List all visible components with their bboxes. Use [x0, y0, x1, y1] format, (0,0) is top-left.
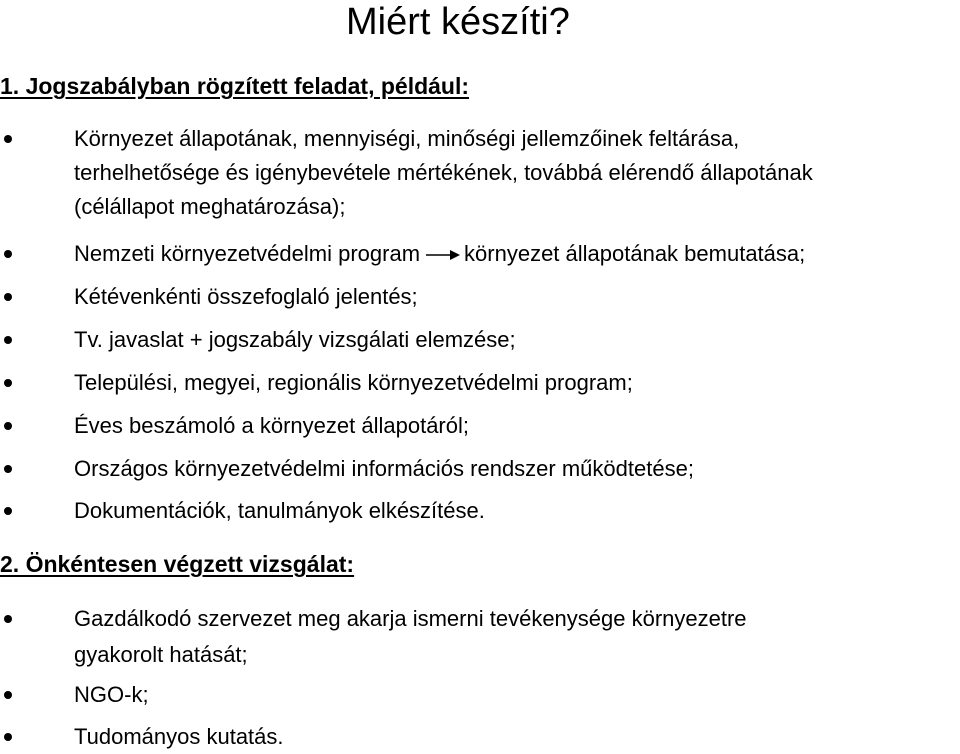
- list-item-text: Környezet állapotának, mennyiségi, minőségi jellemzőinek feltárása,: [74, 126, 740, 151]
- list-item-text: Éves beszámoló a környezet állapotáról;: [74, 413, 469, 438]
- list-item-text-after: környezet állapotának bemutatása;: [464, 241, 806, 266]
- list-item-text: Országos környezetvédelmi információs rendszer működtetése;: [74, 456, 694, 481]
- slide-title: Miért készíti?: [346, 1, 570, 43]
- list-item-text: Tv. javaslat + jogszabály vizsgálati elemzése;: [74, 327, 516, 352]
- list-item-text: Dokumentációk, tanulmányok elkészítése.: [74, 498, 485, 523]
- bullet-icon: [4, 733, 12, 741]
- list-item-text: NGO-k;: [74, 682, 149, 707]
- bullet-icon: [4, 465, 12, 473]
- bullet-icon: [4, 615, 12, 623]
- bullet-icon: [4, 422, 12, 430]
- section-2-heading: 2. Önkéntesen végzett vizsgálat:: [0, 551, 355, 577]
- list-item-text: (célállapot meghatározása);: [74, 194, 346, 219]
- bullet-icon: [4, 135, 12, 143]
- bullet-icon: [4, 379, 12, 387]
- list-item-text: gyakorolt hatását;: [74, 642, 248, 667]
- right-arrow-icon: [422, 248, 462, 262]
- section-1-heading: 1. Jogszabályban rögzített feladat, például:: [0, 73, 470, 99]
- list-item-text: terhelhetősége és igénybevétele mértékének, továbbá elérendő állapotának: [74, 160, 813, 185]
- bullet-icon: [4, 250, 12, 258]
- list-item-text: Települési, megyei, regionális környezetvédelmi program;: [74, 370, 633, 395]
- list-item-text: Tudományos kutatás.: [74, 724, 284, 749]
- list-item-text: Kétévenkénti összefoglaló jelentés;: [74, 284, 418, 309]
- bullet-icon: [4, 507, 12, 515]
- list-item-text: [74, 237, 960, 271]
- list-item-text: Gazdálkodó szervezet meg akarja ismerni tevékenysége környezetre: [74, 606, 747, 631]
- list-item-text-before: Nemzeti környezetvédelmi program: [74, 241, 421, 266]
- bullet-icon: [4, 293, 12, 301]
- bullet-icon: [4, 691, 12, 699]
- bullet-icon: [4, 336, 12, 344]
